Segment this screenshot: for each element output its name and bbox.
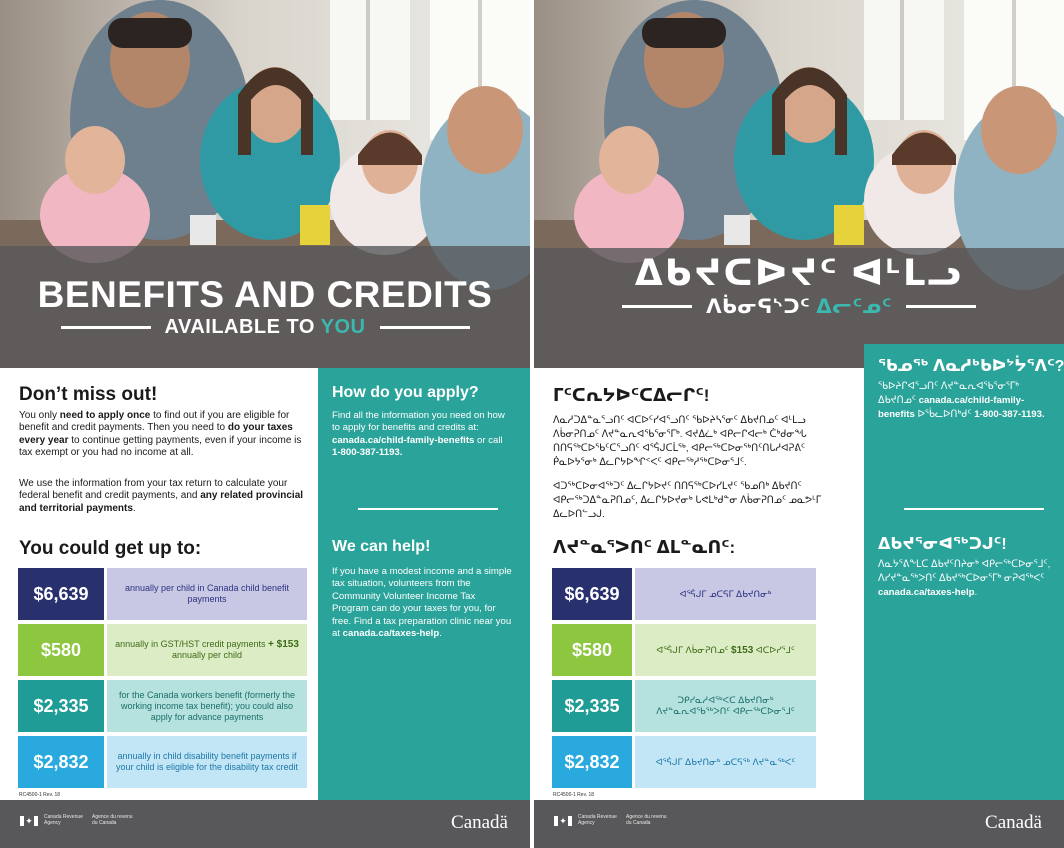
form-code: RC4500-1 Rev. 18 xyxy=(553,792,595,798)
emphasis-text: 1-800-387-1193. xyxy=(332,447,403,459)
dont-miss-out-heading: Don’t miss out! xyxy=(19,384,158,405)
amount-description-text: annually in child disability benefit payments if your child is eligible for the disability tax credit xyxy=(115,751,299,772)
amount-description xyxy=(635,736,816,788)
amount-value: $6,639 xyxy=(18,568,104,620)
form-code: RC4500-1 Rev. 18 xyxy=(19,792,61,798)
subtitle-rule-left xyxy=(622,305,692,308)
hero-subtitle-row xyxy=(534,294,1064,319)
tax-return-paragraph: ᐊᑐᖅᑕᐅᓂᐊᖅᑐᑦ ᐃᓚᒋᔭᐅᔪᑦ ᑎᑎᕋᖅᑕᐅᓯᒪᔪᑦ ᖃᓄᑎᒃ ᐃᑲᔪᑎᑦ ᐊᑭᓕᖅᑐᐃᓐᓇᕈᑎᓄᑦ, ᐃᓚᒋᔭᐅᔪᓂᒃ ᒐᕙᒪᒃᑯᓐᓂ ᐱᑳᓂᕈᑎᓄᑦ ᓄᓇᕗᒻᒥ ᐃᓚᐅᑎᓪᓗᒍ. xyxy=(553,481,822,520)
amount-description xyxy=(107,568,307,620)
amount-value: $6,639 xyxy=(552,568,632,620)
amount-description-text: ᐊᕐᕌᒍᒥ ᐃᑲᔪᑎᓂᒃ ᓄᑕᕋᖅ ᐱᔪᓐᓇᖅᐸᑦ xyxy=(655,756,796,767)
tax-return-paragraph: We use the information from your tax return to calculate your federal benefit and credit payments, and any related provincial and territorial payments. xyxy=(19,478,304,514)
how-to-apply-text: Find all the information you need on how to apply for benefits and credits at: canada.ca/child-family-benefits or call 1-800-387-1193. xyxy=(332,410,505,459)
amount-value: $2,335 xyxy=(552,680,632,732)
hero-subtitle xyxy=(706,294,892,319)
subtitle-rule-right xyxy=(906,305,976,308)
government-footer xyxy=(534,800,1064,848)
amount-row-ccb xyxy=(18,568,308,620)
amount-description-text: ᑐᑭᓯᓇᓱᐊᖅᐸᑕ ᐃᑲᔪᑎᓂᒃ ᐱᔪᓐᓇᕆᐊᖃᖅᐳᑎᑦ ᐊᑭᓕᖅᑕᐅᓂᕐᒧᑦ xyxy=(656,695,795,716)
sidebar-divider xyxy=(358,508,498,510)
hero-section xyxy=(534,0,1064,368)
amount-description-text: annually per child in Canada child benefit payments xyxy=(124,583,290,604)
subtitle-rule-left xyxy=(61,326,151,329)
agency-name-fr: Agence du revenu du Canada xyxy=(92,814,133,826)
we-can-help-heading: ᐃᑲᔪᕐᓂᐊᖅᑐᒍᑦ! xyxy=(878,536,1007,553)
main-column xyxy=(534,368,852,800)
sidebar-divider xyxy=(904,508,1044,510)
subtitle-accent: ᐃᓕᑦᓄᑦ xyxy=(816,296,892,318)
inuktitut-flyer xyxy=(534,0,1064,848)
emphasis-text: + $153 xyxy=(268,639,299,650)
amount-value: $580 xyxy=(552,624,632,676)
apply-once-paragraph: You only need to apply once to find out if you are eligible for benefit and credit payments. Then you need to do your taxes every year to continue getting payments, even if your income is tax exempt or you had no income at all. xyxy=(19,410,302,458)
canada-wordmark: Canadä xyxy=(451,812,508,833)
info-sidebar xyxy=(318,368,530,800)
emphasis-text: do your taxes every year xyxy=(19,422,293,446)
canada-flag-icon: ✦ xyxy=(554,816,572,826)
subtitle-accent: YOU xyxy=(320,316,366,338)
subtitle-prefix: ᐱᑳᓂᕋᔅᑐᑦ xyxy=(706,296,811,318)
emphasis-text: canada.ca/child-family-benefits xyxy=(332,434,475,446)
amount-description-text: annually in GST/HST credit payments + $153 annually per child xyxy=(115,639,299,660)
emphasis-text: canada.ca/child-family-benefits xyxy=(878,395,1025,420)
hero-title: ᐃᑲᔪᑕᐅᔪᑦ ᐊᒻᒪᓗ xyxy=(634,252,964,293)
agency-name-fr: Agence du revenu du Canada xyxy=(626,814,667,826)
amount-value: $2,832 xyxy=(18,736,104,788)
english-flyer xyxy=(0,0,530,848)
amount-description xyxy=(107,680,307,732)
amount-description-text: ᐊᕐᕌᒍᒥ ᓄᑕᕋᒥ ᐃᑲᔪᑎᓂᒃ xyxy=(679,588,772,599)
hero-subtitle-row xyxy=(0,316,530,339)
dont-miss-out-heading: ᒥᑦᑕᕆᔭᐅᑦᑕᐃᓕᒋᑦ! xyxy=(553,386,710,405)
amount-description-text: ᐊᕐᕌᒍᒥ ᐱᑳᓂᕈᑎᓄᑦ $153 ᐊᑕᐅᓯᕐᒧᑦ xyxy=(656,644,795,656)
agency-name-en: Canada Revenue Agency xyxy=(578,814,617,826)
we-can-help-heading: We can help! xyxy=(332,538,431,555)
apply-once-paragraph: ᐱᓇᓱᑐᐃᓐᓇᕐᓗᑎᑦ ᐊᑕᐅᑦᓯᐊᕐᓗᑎᑦ ᖃᐅᔨᓴᕐᓂᑦ ᐃᑲᔪᑎᓄᑦ ᐊᒻᒪᓗ ᐱᑳᓂᕈᑎᓄᑦ ᐱᔪᓐᓇᕆᐊᖃᕐᓂᕐᒥᒃ. ᐊᔪᐃᓛᒃ ᐊᑭᓕᒋᐊᓕᒃ ᑖᒃᑯᓂᖓ ᑎᑎᕋᖅᑕᐅᖃᑦᑕᕐᓗᑎᑦ ᐊᕐᕌᒍᑕᒫᖅ, ᐊᑭᓕᖅᑕᐅᓂᖅᑎᑦᑎᒐᓱᐊᕈᕕᑦ ᑮᓇᐅᔭᕐᓂᒃ ᐃᓚᒋᔭᐅᖏᑉᐸᑦ ᐊᑭᓕᖅᓱᖅᑕᐅᓂᕐᒧᑦ. xyxy=(553,415,807,468)
amount-value: $2,832 xyxy=(552,736,632,788)
hero-title: BENEFITS AND CREDITS xyxy=(37,274,493,315)
amount-row-cdb xyxy=(18,736,308,788)
agency-name-en: Canada Revenue Agency xyxy=(44,814,83,826)
we-can-help-text: If you have a modest income and a simple tax situation, volunteers from the Community Volunteer Income Tax Program can do your taxes for you, for free. Find a tax preparation clinic near you at canada.ca/taxes-help. xyxy=(332,566,512,640)
amount-row-gst xyxy=(18,624,308,676)
amount-row-cwb xyxy=(18,680,308,732)
hero-subtitle xyxy=(165,316,366,339)
amount-value: $2,335 xyxy=(18,680,104,732)
canada-flag-icon: ✦ xyxy=(20,816,38,826)
emphasis-text: canada.ca/taxes-help xyxy=(878,587,975,598)
amount-row-gst xyxy=(552,624,816,676)
government-footer xyxy=(0,800,530,848)
amount-description xyxy=(635,680,816,732)
how-to-apply-heading: How do you apply? xyxy=(332,384,479,401)
we-can-help-text: ᐱᓇᔭᕐᕕᖕᒪᑕ ᐃᑲᔪᑦᑎᔨᓂᒃ ᐊᑭᓕᖅᑕᐅᓂᕐᒧᑦ, ᐱᓯᔪᓐᓇᖅᐳᑎᑦ ᐃᑲᔪᖅᑕᐅᓂᕐᒥᒃ ᓂᕈᐊᖅᐸᑦ canada.ca/taxes-help. xyxy=(878,559,1051,598)
subtitle-prefix: AVAILABLE TO xyxy=(164,316,315,338)
amount-description xyxy=(107,624,307,676)
hero-section xyxy=(0,0,530,368)
how-to-apply-text: ᖃᐅᔨᒋᐊᕐᓗᑎᑦ ᐱᔪᓐᓇᕆᐊᖃᕐᓂᕐᒥᒃ ᐃᑲᔪᑎᓄᑦ canada.ca/child-family-benefits ᐅᖄᓚᐅᑎᒃᑯᑦ 1-800-387-1193. xyxy=(878,381,1045,420)
amount-description xyxy=(107,736,307,788)
amount-row-cdb xyxy=(552,736,816,788)
emphasis-text: canada.ca/taxes-help xyxy=(342,628,440,640)
amount-row-cwb xyxy=(552,680,816,732)
info-sidebar xyxy=(864,344,1064,800)
subtitle-rule-right xyxy=(380,326,470,329)
amount-description xyxy=(635,568,816,620)
amount-description xyxy=(635,624,816,676)
how-to-apply-heading: ᖃᓄᖅ ᐱᓇᓱᒃᑲᐅᔾᔮᕐᐱᑦ? xyxy=(878,358,1064,375)
emphasis-text: need to apply once xyxy=(59,410,151,421)
amount-row-ccb xyxy=(552,568,816,620)
you-could-get-heading: You could get up to: xyxy=(19,538,202,559)
you-could-get-heading: ᐱᔪᓐᓇᕐᐳᑎᑦ ᐃᒪᓐᓇᑎᑦ: xyxy=(553,538,736,557)
canada-wordmark: Canadä xyxy=(985,812,1042,833)
main-column xyxy=(0,368,318,800)
emphasis-text: any related provincial and territorial payments xyxy=(19,490,304,514)
amount-value: $580 xyxy=(18,624,104,676)
amount-description-text: for the Canada workers benefit (formerly the working income tax benefit); you could also apply for advance payments xyxy=(118,689,296,722)
emphasis-text: 1-800-387-1193. xyxy=(974,409,1045,420)
emphasis-text: $153 xyxy=(731,644,754,656)
